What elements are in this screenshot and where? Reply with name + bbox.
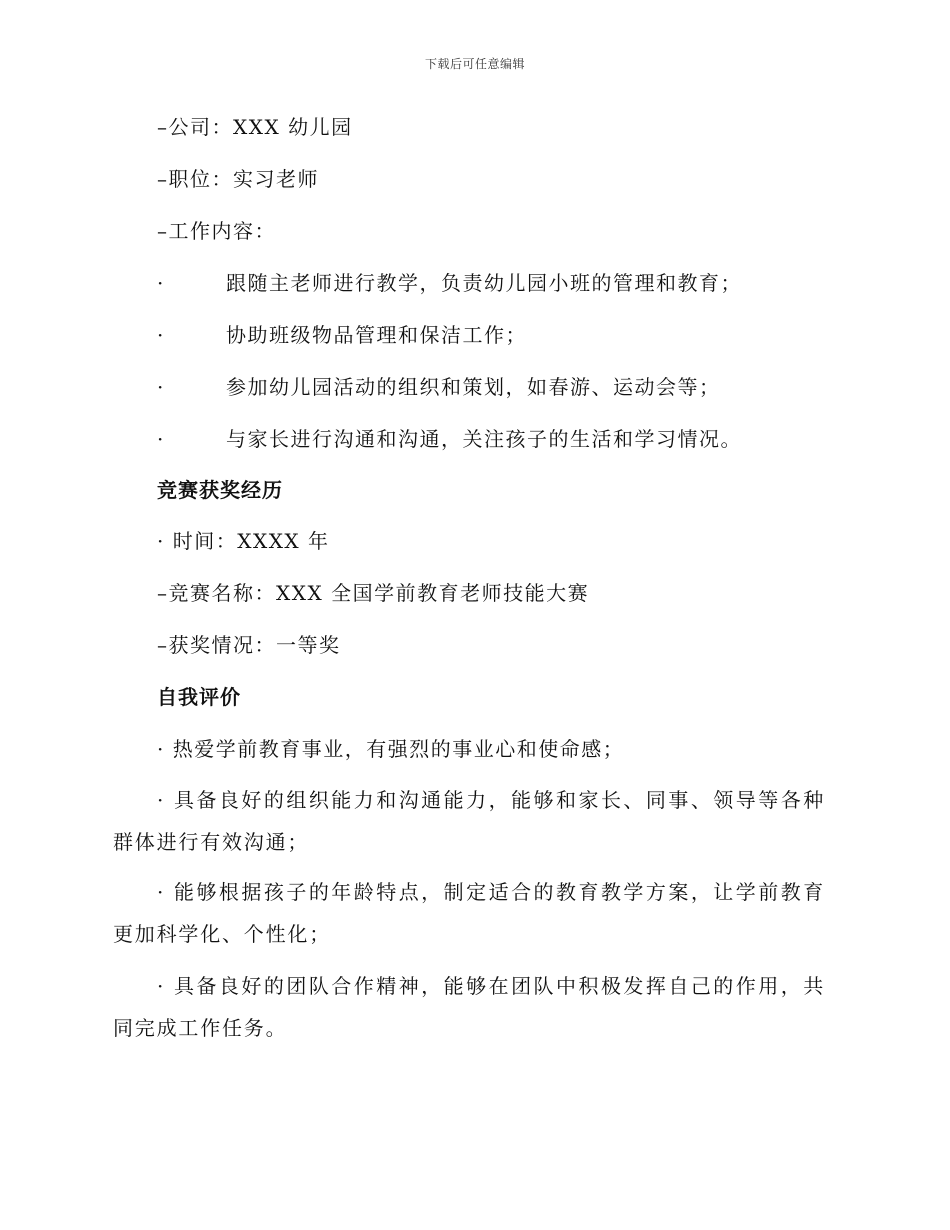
self-eval-item: · 能够根据孩子的年龄特点，制定适合的教育教学方案，让学前教育更加科学化、个性化；	[113, 880, 825, 946]
work-company: –公司：XXX 幼儿园	[157, 115, 353, 139]
self-eval-item: · 具备良好的团队合作精神，能够在团队中积极发挥自己的作用，共同完成工作任务。	[113, 974, 825, 1040]
bullet-marker: ·	[157, 375, 164, 399]
self-eval-item: · 具备良好的组织能力和沟通能力，能够和家长、同事、领导等各种群体进行有效沟通；	[113, 788, 825, 854]
work-item: 协助班级物品管理和保洁工作；	[226, 323, 527, 347]
work-position: –职位：实习老师	[157, 167, 319, 191]
awards-heading: 竞赛获奖经历	[157, 478, 283, 502]
award-time: · 时间：XXXX 年	[157, 529, 330, 553]
work-item: 参加幼儿园活动的组织和策划，如春游、运动会等；	[226, 375, 721, 399]
self-eval-item: · 热爱学前教育事业，有强烈的事业心和使命感；	[157, 737, 625, 761]
bullet-marker: ·	[157, 271, 164, 295]
work-item: 跟随主老师进行教学，负责幼儿园小班的管理和教育；	[226, 271, 742, 295]
work-content-label: –工作内容：	[157, 219, 276, 243]
award-result: –获奖情况：一等奖	[157, 633, 341, 657]
bullet-marker: ·	[157, 323, 164, 347]
award-name: –竞赛名称：XXX 全国学前教育老师技能大赛	[157, 581, 590, 605]
bullet-marker: ·	[157, 427, 164, 451]
self-eval-heading: 自我评价	[157, 685, 241, 709]
header-note: 下载后可任意编辑	[424, 57, 525, 71]
work-item: 与家长进行沟通和沟通，关注孩子的生活和学习情况。	[226, 427, 742, 451]
